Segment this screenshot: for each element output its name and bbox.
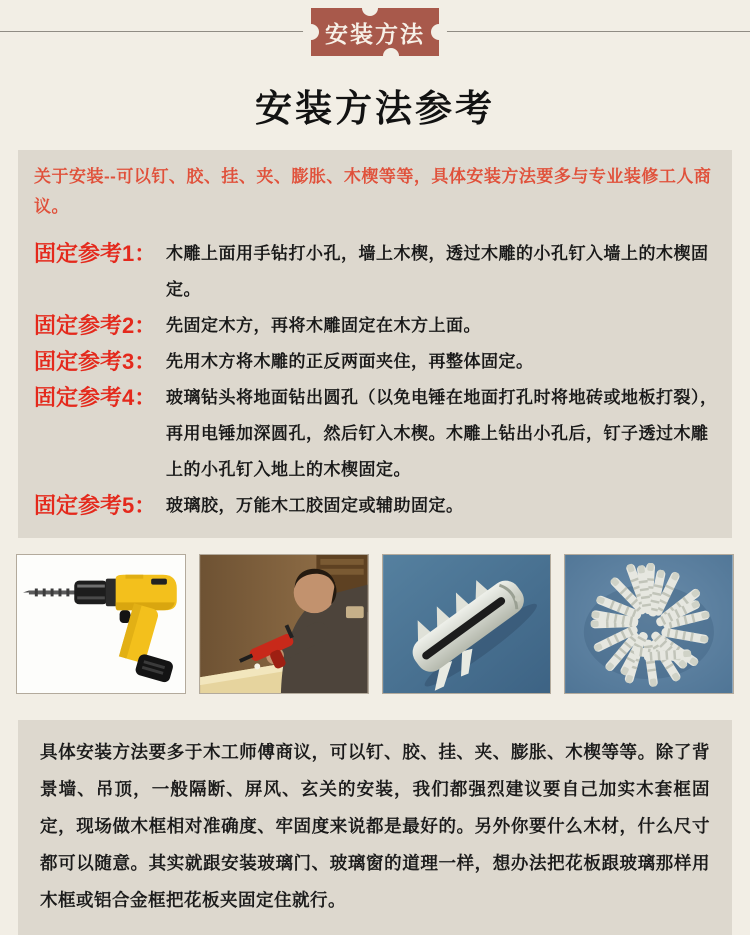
ref-item-5 xyxy=(34,488,718,524)
ref-item-label: 固定参考4： xyxy=(34,385,157,410)
ref-item-text: 木雕上面用手钻打小孔，墙上木楔，透过木雕的小孔钉入墙上的木楔固定。 xyxy=(166,244,709,299)
ref-item-2 xyxy=(34,308,718,344)
ref-item-1 xyxy=(34,236,718,308)
glue-gun-photo xyxy=(199,554,369,694)
ref-item-3 xyxy=(34,344,718,380)
wall-plug-closeup-photo xyxy=(382,554,552,694)
ribbon-notch xyxy=(383,48,399,64)
wall-plugs-pile-photo xyxy=(564,554,734,694)
installation-info-box xyxy=(18,150,732,538)
ref-item-label: 固定参考1： xyxy=(34,241,157,266)
ref-item-text: 先固定木方，再将木雕固定在木方上面。 xyxy=(166,316,481,335)
section-header xyxy=(0,0,750,64)
wall-plugs-pile-illustration xyxy=(565,555,733,693)
ref-item-label: 固定参考3： xyxy=(34,349,157,374)
installation-advice-text: 具体安装方法要多于木工师傅商议，可以钉、胶、挂、夹、膨胀、木楔等等。除了背景墙、吊顶，一般隔断、屏风、玄关的安装，我们都强烈建议要自己加实木套框固定，现场做木框相对准确度、牢固度来说都是最好的。另外你要什么木材，什么尺寸都可以随意。其实就跟安装玻璃门、玻璃窗的道理一样，想办法把花板跟玻璃那样用木框或铝合金框把花板夹固定住就行。 xyxy=(40,742,710,910)
ribbon-notch xyxy=(362,0,378,16)
section-ribbon xyxy=(311,8,439,56)
glue-gun-illustration xyxy=(200,555,368,693)
ribbon-notch xyxy=(431,24,447,40)
photo-row xyxy=(0,554,750,694)
ref-item-4 xyxy=(34,380,718,488)
ribbon-notch xyxy=(303,24,319,40)
ref-item-text: 先用木方将木雕的正反两面夹住，再整体固定。 xyxy=(166,352,534,371)
hand-drill-illustration xyxy=(17,555,185,693)
installation-intro: 关于安装--可以钉、胶、挂、夹、膨胀、木楔等等，具体安装方法要多与专业装修工人商议。 xyxy=(34,167,712,216)
wall-plug-illustration xyxy=(383,555,551,693)
hand-drill-photo xyxy=(16,554,186,694)
ribbon-label: 安装方法 xyxy=(325,20,425,47)
ref-item-text: 玻璃胶，万能木工胶固定或辅助固定。 xyxy=(166,496,464,515)
page-title: 安装方法参考 xyxy=(255,88,495,129)
ref-item-text: 玻璃钻头将地面钻出圆孔（以免电锤在地面打孔时将地砖或地板打裂），再用电锤加深圆孔，然后钉入木楔。木雕上钻出小孔后，钉子透过木雕上的小孔钉入地上的木楔固定。 xyxy=(166,388,718,479)
ref-item-label: 固定参考2： xyxy=(34,313,157,338)
installation-advice-box xyxy=(18,720,732,935)
ref-item-label: 固定参考5： xyxy=(34,493,157,518)
